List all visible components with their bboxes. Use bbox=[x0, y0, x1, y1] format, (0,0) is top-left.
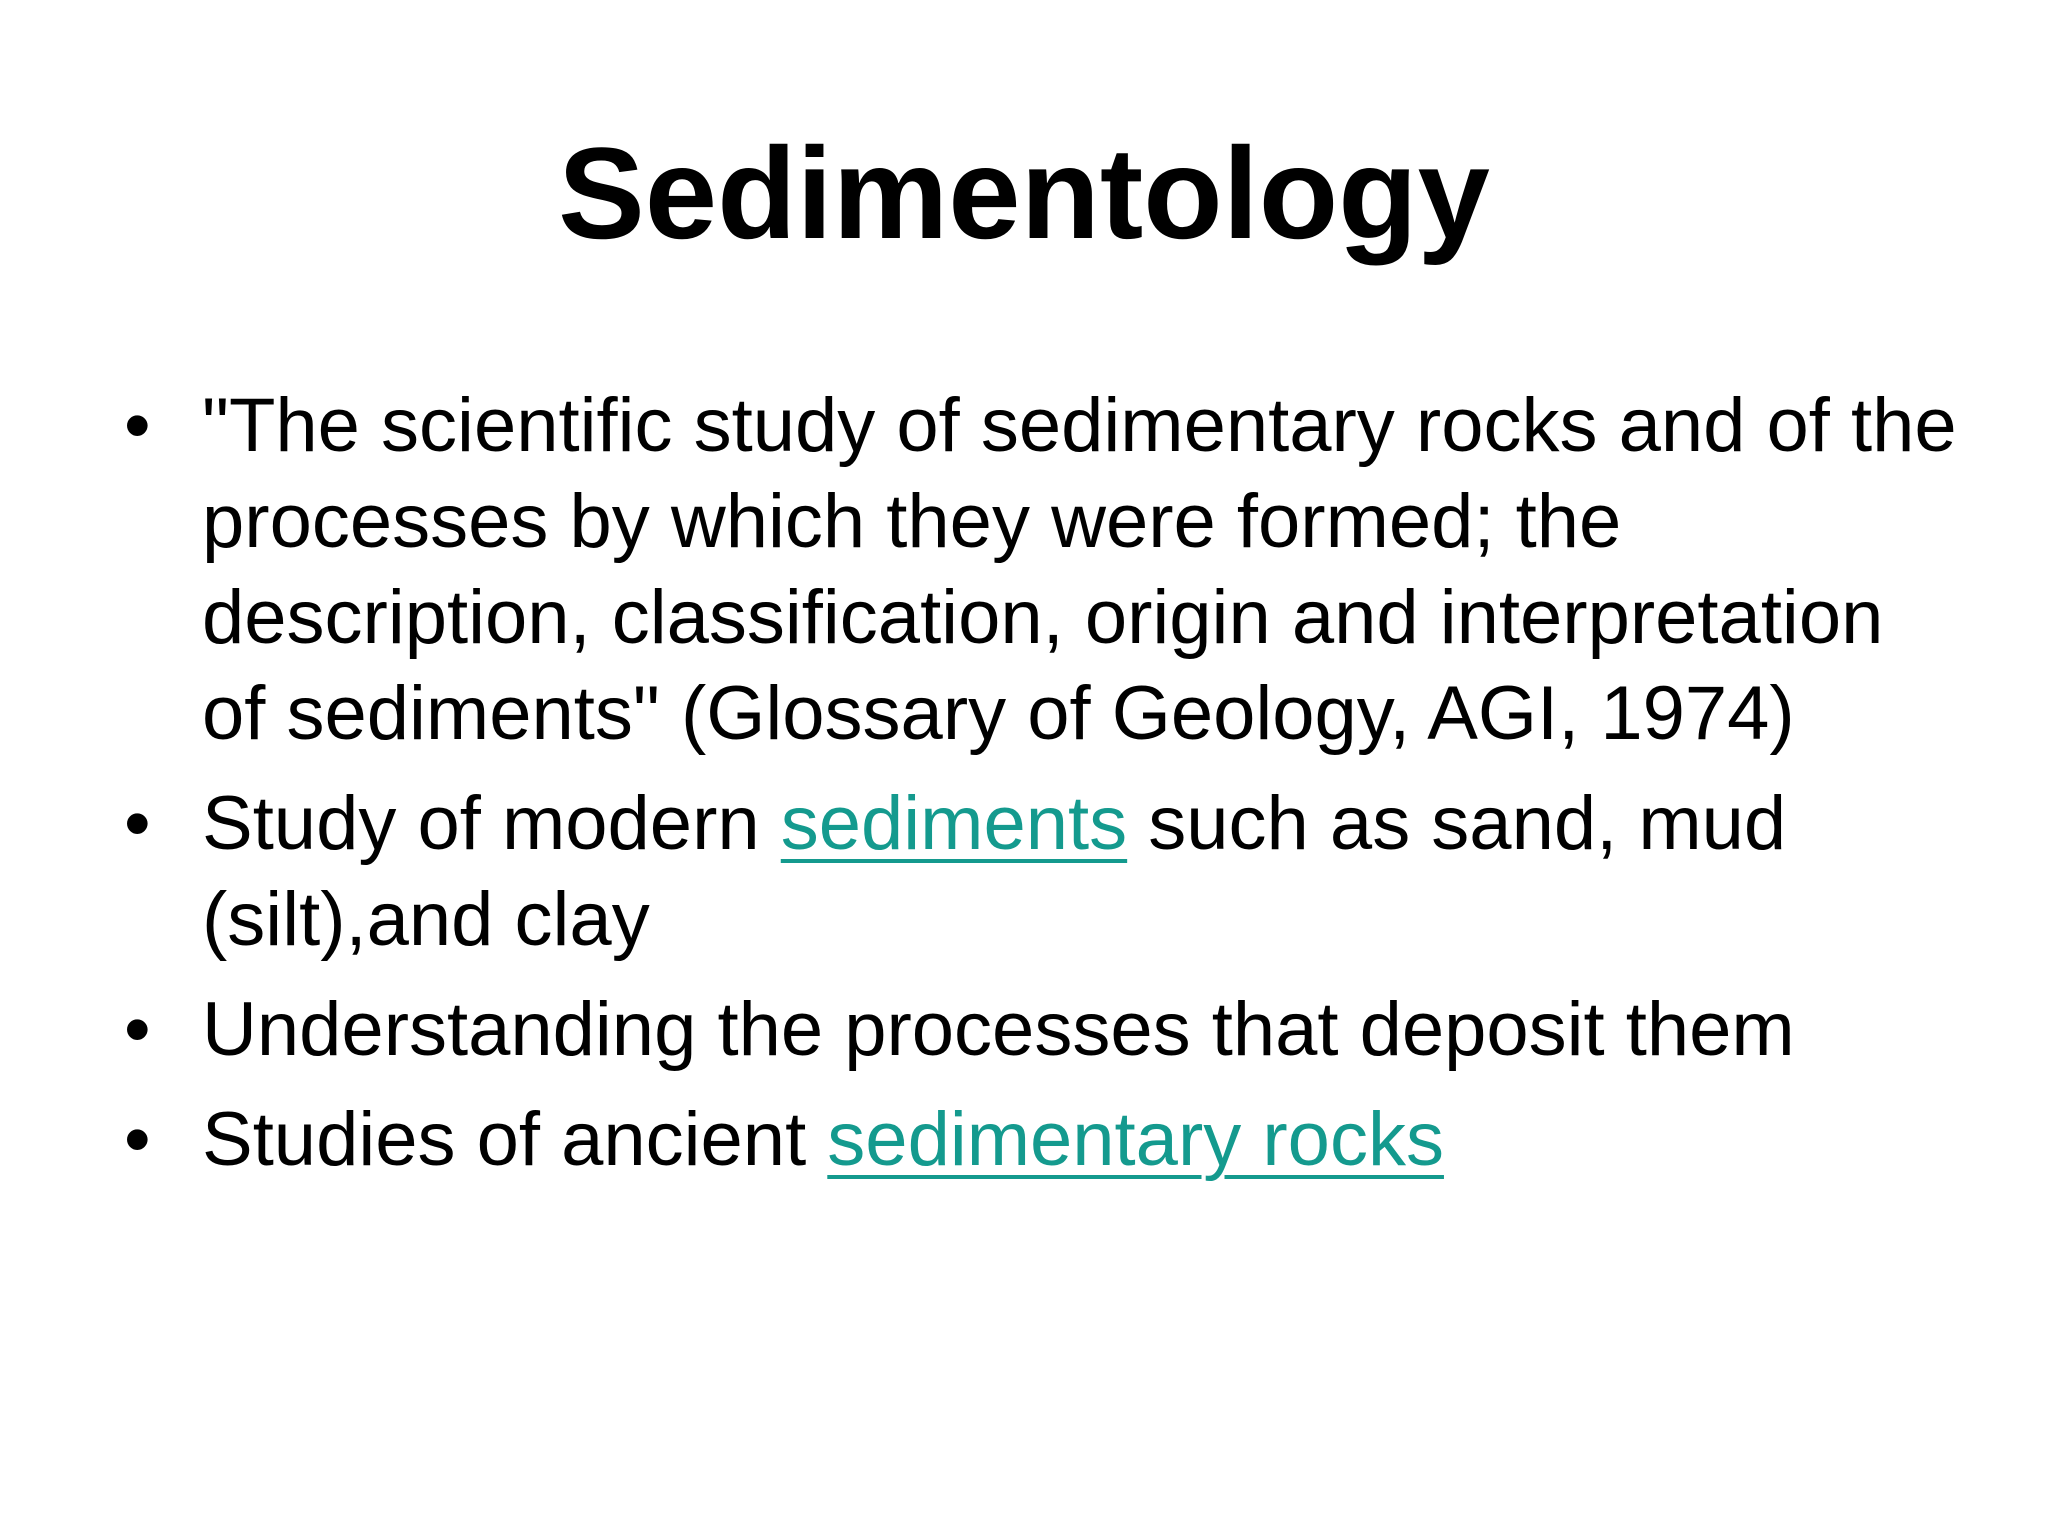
bullet-item-ancient-rocks bbox=[120, 1092, 1960, 1188]
bullet-text: "The scientific study of sedimentary rocks and of the processes by which they were formed; the description, classification, origin and interpretation of sediments" (Glossary of Geology, AGI, 1974) bbox=[202, 383, 1957, 756]
bullet-icon: • bbox=[124, 781, 151, 866]
sedimentary-rocks-link[interactable]: sedimentary rocks bbox=[827, 1097, 1444, 1182]
bullet-text: Studies of ancient bbox=[202, 1097, 828, 1182]
bullet-item-modern-sediments bbox=[120, 776, 1960, 968]
bullet-list bbox=[120, 378, 1960, 1202]
bullet-item-definition bbox=[120, 378, 1960, 762]
bullet-text: Study of modern bbox=[202, 781, 781, 866]
slide-title: Sedimentology bbox=[558, 120, 1490, 266]
sediments-link[interactable]: sediments bbox=[780, 781, 1128, 866]
bullet-text: Understanding the processes that deposit them bbox=[202, 987, 1795, 1072]
bullet-icon: • bbox=[124, 1097, 151, 1182]
bullet-icon: • bbox=[124, 987, 151, 1072]
bullet-icon: • bbox=[124, 383, 151, 468]
bullet-item-processes bbox=[120, 982, 1960, 1078]
bullet-text-after: such as sand, mud (silt),and clay bbox=[202, 781, 1787, 962]
